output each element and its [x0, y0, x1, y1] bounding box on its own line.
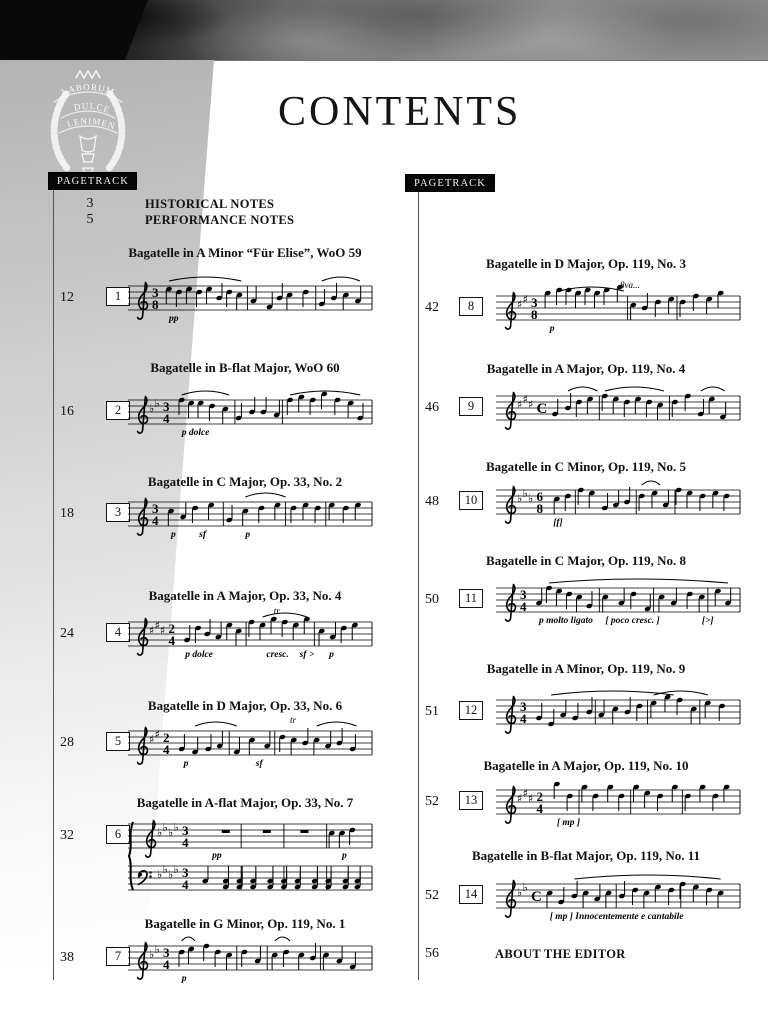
music-incipit — [126, 384, 374, 442]
svg-text:2: 2 — [168, 621, 175, 636]
track-number-box: 7 — [106, 947, 130, 966]
svg-text:♭: ♭ — [157, 868, 163, 881]
svg-text:4: 4 — [163, 411, 170, 426]
svg-text:C: C — [531, 889, 542, 905]
svg-text:2: 2 — [536, 789, 543, 804]
svg-text:p: p — [183, 759, 189, 769]
page-number: 51 — [425, 704, 439, 719]
crown-icon — [76, 71, 100, 78]
page-number: 56 — [425, 946, 439, 961]
svg-text:♭: ♭ — [517, 492, 523, 505]
page-number: 16 — [60, 404, 74, 419]
svg-text:♯: ♯ — [517, 298, 523, 311]
track-number-box: 4 — [106, 623, 130, 642]
svg-text:♯: ♯ — [522, 787, 528, 800]
svg-text:8: 8 — [152, 297, 159, 312]
bagatelle-title: Bagatelle in A Major, Op. 119, No. 4 — [486, 361, 686, 376]
page-number: 5 — [86, 212, 94, 227]
svg-text:tr: tr — [290, 715, 297, 725]
svg-text:p: p — [171, 530, 176, 540]
svg-text:sf: sf — [199, 530, 207, 540]
track-number-box: 1 — [106, 287, 130, 306]
svg-text:8: 8 — [536, 501, 543, 516]
svg-text:tr: tr — [273, 606, 280, 616]
svg-text:pp: pp — [169, 314, 179, 324]
bagatelle-title: Bagatelle in D Major, Op. 119, No. 3 — [486, 256, 686, 271]
svg-text:♭: ♭ — [522, 487, 528, 500]
svg-text:♯: ♯ — [528, 792, 534, 805]
music-incipit — [126, 270, 374, 328]
svg-text:4: 4 — [520, 711, 527, 726]
music-incipit — [494, 684, 742, 742]
shield-icon — [80, 136, 96, 152]
music-incipit — [494, 474, 742, 532]
svg-text:♭: ♭ — [168, 826, 174, 839]
page-number: 24 — [60, 626, 74, 641]
svg-text:[>]: [>] — [701, 616, 714, 626]
track-number-box: 5 — [106, 732, 130, 751]
bagatelle-title: Bagatelle in A Minor, Op. 119, No. 9 — [486, 661, 686, 676]
svg-text:♯: ♯ — [149, 624, 155, 637]
svg-text:3: 3 — [520, 587, 527, 602]
svg-text:p dolce: p dolce — [181, 428, 210, 438]
column-header-right — [405, 174, 495, 192]
svg-text:DULCE — [73, 101, 111, 115]
svg-text:♯: ♯ — [149, 733, 155, 746]
track-number-box: 13 — [459, 791, 483, 810]
svg-text:[ poco cresc. ]: [ poco cresc. ] — [605, 616, 660, 626]
svg-text:♯: ♯ — [517, 792, 523, 805]
logo-motto-word: LABORUM — [60, 81, 117, 98]
page-number: 32 — [60, 828, 74, 843]
page-column-label: PAGE — [57, 175, 88, 187]
svg-text:sf: sf — [255, 759, 263, 769]
svg-text:cresc.: cresc. — [266, 650, 289, 660]
svg-text:C: C — [536, 401, 548, 417]
bagatelle-title: Bagatelle in D Major, Op. 33, No. 6 — [147, 698, 343, 713]
page-number: 38 — [60, 950, 74, 965]
svg-text:♯: ♯ — [154, 728, 160, 741]
bagatelle-title: Bagatelle in A-flat Major, Op. 33, No. 7 — [136, 795, 354, 810]
svg-text:LENIMEN — [66, 116, 117, 132]
svg-text:3: 3 — [163, 399, 170, 414]
toc-item-about-the-editor: ABOUT THE EDITOR — [495, 947, 626, 961]
music-incipit — [126, 606, 374, 664]
svg-text:[ mp ]: [ mp ] — [556, 818, 581, 828]
svg-text:LABORUM — [60, 82, 116, 97]
svg-text:3: 3 — [182, 865, 189, 880]
track-number-box: 6 — [106, 825, 130, 844]
lamp-icon — [82, 154, 94, 174]
svg-text:♭: ♭ — [149, 948, 155, 961]
svg-text:♭: ♭ — [149, 402, 155, 415]
svg-text:6: 6 — [536, 489, 543, 504]
svg-text:p: p — [342, 851, 347, 861]
music-incipit — [126, 930, 374, 988]
bagatelle-title: Bagatelle in B-flat Major, Op. 119, No. 11 — [471, 848, 701, 863]
svg-text:3: 3 — [182, 823, 189, 838]
page-number: 28 — [60, 735, 74, 750]
bagatelle-title: Bagatelle in A Major, Op. 119, No. 10 — [483, 758, 689, 773]
toc-item-historical-notes: HISTORICAL NOTES — [145, 197, 275, 211]
svg-text:♯: ♯ — [522, 293, 528, 306]
bagatelle-title: Bagatelle in A Major, Op. 33, No. 4 — [148, 588, 342, 603]
bagatelle-title: Bagatelle in G Minor, Op. 119, No. 1 — [144, 916, 346, 931]
track-number-box: 9 — [459, 397, 483, 416]
svg-text:♭: ♭ — [154, 397, 160, 410]
music-incipit — [494, 774, 742, 832]
music-incipit — [494, 280, 742, 338]
svg-text:4: 4 — [152, 513, 159, 528]
svg-text:♯: ♯ — [528, 398, 534, 411]
page-number: 50 — [425, 592, 439, 607]
track-number-box: 14 — [459, 885, 483, 904]
page-number: 52 — [425, 888, 439, 903]
svg-text:p molto ligato: p molto ligato — [539, 616, 593, 626]
svg-text:♭: ♭ — [173, 821, 179, 834]
svg-text:3: 3 — [152, 501, 159, 516]
svg-text:4: 4 — [163, 742, 170, 757]
svg-text:4: 4 — [163, 957, 170, 972]
svg-text:4: 4 — [168, 633, 175, 648]
page-column-label: PAGE — [414, 177, 445, 189]
svg-text:♭: ♭ — [173, 863, 179, 876]
svg-text:2: 2 — [163, 730, 170, 745]
logo-motto-word: LENIMEN — [65, 115, 118, 132]
music-incipit — [494, 572, 742, 630]
svg-text:4: 4 — [536, 801, 543, 816]
svg-text:♭: ♭ — [522, 881, 528, 894]
bagatelle-title: Bagatelle in A Minor “Für Elise”, WoO 59 — [128, 245, 362, 260]
svg-text:8va...: 8va... — [620, 280, 640, 290]
music-incipit — [126, 715, 374, 773]
bagatelle-title: Bagatelle in B-flat Major, WoO 60 — [150, 360, 340, 375]
track-number-box: 8 — [459, 297, 483, 316]
svg-text:♭: ♭ — [168, 868, 174, 881]
svg-text:♯: ♯ — [160, 624, 166, 637]
music-incipit — [494, 868, 742, 926]
bagatelle-title: Bagatelle in C Major, Op. 33, No. 2 — [147, 474, 343, 489]
svg-text:♭: ♭ — [528, 492, 534, 505]
page-number: 48 — [425, 494, 439, 509]
page-number: 18 — [60, 506, 74, 521]
svg-text:3: 3 — [531, 295, 538, 310]
svg-text:♯: ♯ — [154, 619, 160, 632]
toc-item-performance-notes: PERFORMANCE NOTES — [145, 213, 295, 227]
svg-text:p: p — [245, 530, 251, 540]
svg-text:pp: pp — [212, 851, 222, 861]
music-incipit — [494, 380, 742, 438]
svg-text:sf >: sf > — [299, 650, 315, 660]
svg-text:4: 4 — [182, 877, 189, 892]
svg-text:♭: ♭ — [157, 826, 163, 839]
svg-text:p dolce: p dolce — [185, 650, 213, 660]
svg-text:p: p — [329, 650, 334, 660]
svg-text:4: 4 — [520, 599, 527, 614]
track-column-label: TRACK — [87, 175, 129, 187]
page-title: CONTENTS — [278, 89, 522, 135]
track-number-box: 2 — [106, 401, 130, 420]
svg-text:3: 3 — [163, 945, 170, 960]
svg-text:♭: ♭ — [154, 943, 160, 956]
svg-text:♭: ♭ — [162, 863, 168, 876]
music-incipit — [126, 812, 374, 912]
page-number: 42 — [425, 300, 439, 315]
bagatelle-title: Bagatelle in C Major, Op. 119, No. 8 — [486, 553, 686, 568]
svg-text:3: 3 — [152, 285, 159, 300]
svg-text:[f]: [f] — [553, 518, 563, 528]
logo-motto-word: DULCE — [73, 100, 112, 116]
page-number: 46 — [425, 400, 439, 415]
bagatelle-title: Bagatelle in C Minor, Op. 119, No. 5 — [486, 459, 686, 474]
svg-text:♯: ♯ — [522, 393, 528, 406]
page-number: 3 — [86, 196, 94, 211]
page-number: 52 — [425, 794, 439, 809]
page-number: 12 — [60, 290, 74, 305]
track-number-box: 11 — [459, 589, 483, 608]
svg-text:8: 8 — [531, 307, 538, 322]
svg-text:p: p — [181, 974, 187, 984]
svg-text:♭: ♭ — [162, 821, 168, 834]
music-incipit — [126, 486, 374, 544]
svg-text:♭: ♭ — [517, 886, 523, 899]
svg-text:♯: ♯ — [517, 398, 523, 411]
track-number-box: 3 — [106, 503, 130, 522]
svg-text:4: 4 — [182, 835, 189, 850]
svg-text:3: 3 — [520, 699, 527, 714]
track-number-box: 10 — [459, 491, 483, 510]
track-column-label: TRACK — [444, 177, 486, 189]
svg-text:p: p — [549, 324, 555, 334]
track-number-box: 12 — [459, 701, 483, 720]
svg-text:[ mp ] Innocentemente e cantab: [ mp ] Innocentemente e cantabile — [549, 912, 684, 922]
column-header-left — [48, 172, 137, 190]
left-column-rule — [53, 190, 54, 980]
